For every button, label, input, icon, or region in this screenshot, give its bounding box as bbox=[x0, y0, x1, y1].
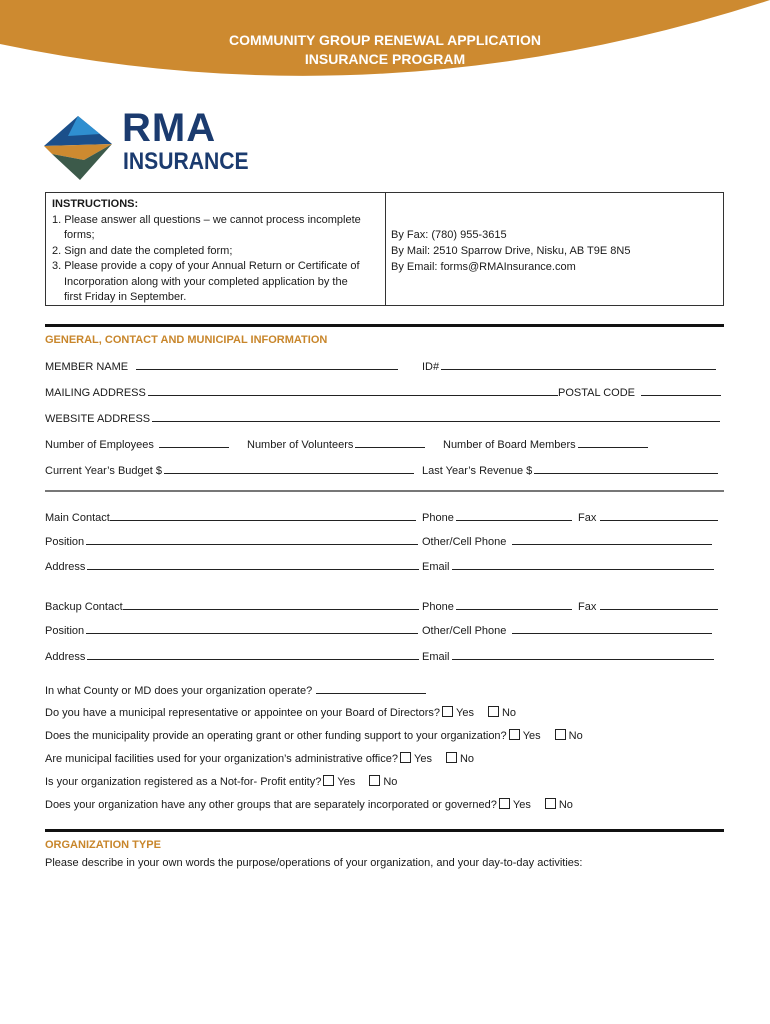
volunteers-field[interactable] bbox=[355, 437, 425, 448]
nfp-yes-checkbox[interactable] bbox=[323, 775, 334, 786]
question-board-rep: Do you have a municipal representative or appointee on your Board of Directors? Yes No bbox=[45, 707, 517, 719]
other-groups-yes-checkbox[interactable] bbox=[499, 798, 510, 809]
id-field[interactable] bbox=[441, 359, 716, 370]
organization-type-heading: ORGANIZATION TYPE bbox=[45, 839, 161, 851]
nfp-no-checkbox[interactable] bbox=[369, 775, 380, 786]
backup-fax-field[interactable] bbox=[600, 599, 718, 610]
facilities-yes-checkbox[interactable] bbox=[400, 752, 411, 763]
rma-insurance-logo: RMA INSURANCE bbox=[44, 110, 244, 184]
backup-email-field[interactable] bbox=[452, 649, 714, 660]
main-position-field[interactable] bbox=[86, 534, 418, 545]
member-name-field[interactable] bbox=[136, 359, 398, 370]
section-divider bbox=[45, 490, 724, 492]
main-contact-field[interactable] bbox=[110, 510, 416, 521]
main-phone-field[interactable] bbox=[456, 510, 572, 521]
main-address-field[interactable] bbox=[87, 559, 419, 570]
employees-field[interactable] bbox=[159, 437, 229, 448]
section-divider bbox=[45, 829, 724, 832]
instructions-box bbox=[45, 192, 724, 306]
backup-phone-field[interactable] bbox=[456, 599, 572, 610]
submission-contact: By Fax: (780) 955-3615 By Mail: 2510 Sparrow Drive, Nisku, AB T9E 8N5 By Email: forms@RMAInsurance.com bbox=[391, 229, 631, 273]
county-field[interactable] bbox=[316, 683, 426, 694]
board-rep-no-checkbox[interactable] bbox=[488, 706, 499, 717]
organization-description-prompt: Please describe in your own words the purpose/operations of your organization, and your day-to-day activities: bbox=[45, 857, 583, 869]
facilities-no-checkbox[interactable] bbox=[446, 752, 457, 763]
main-fax-field[interactable] bbox=[600, 510, 718, 521]
header-banner bbox=[0, 0, 770, 95]
board-members-field[interactable] bbox=[578, 437, 648, 448]
form-title: COMMUNITY GROUP RENEWAL APPLICATION INSURANCE PROGRAM bbox=[229, 32, 541, 67]
backup-cell-phone-field[interactable] bbox=[512, 623, 712, 634]
current-budget-field[interactable] bbox=[164, 463, 414, 474]
main-email-field[interactable] bbox=[452, 559, 714, 570]
grant-yes-checkbox[interactable] bbox=[509, 729, 520, 740]
website-field[interactable] bbox=[152, 411, 720, 422]
backup-contact-field[interactable] bbox=[123, 599, 419, 610]
other-groups-no-checkbox[interactable] bbox=[545, 798, 556, 809]
logo-mark-icon bbox=[44, 114, 116, 184]
board-rep-yes-checkbox[interactable] bbox=[442, 706, 453, 717]
question-municipal-facilities: Are municipal facilities used for your organization’s administrative office? Yes No bbox=[45, 753, 475, 765]
grant-no-checkbox[interactable] bbox=[555, 729, 566, 740]
question-operating-grant: Does the municipality provide an operating grant or other funding support to your organization? Yes No bbox=[45, 730, 583, 742]
section-divider bbox=[45, 324, 724, 327]
backup-address-field[interactable] bbox=[87, 649, 419, 660]
general-section-heading: GENERAL, CONTACT AND MUNICIPAL INFORMATION bbox=[45, 334, 328, 346]
question-other-groups: Does your organization have any other groups that are separately incorporated or governed? Yes No bbox=[45, 799, 573, 811]
instructions-list: INSTRUCTIONS: 1. Please answer all questions – we cannot process incomplete forms; 2. Sign and date the completed form; 3. Please provide a copy of your Annual Return or Certificate of Incorporation along with your completed application by the first Friday in September. bbox=[46, 193, 386, 305]
last-revenue-field[interactable] bbox=[534, 463, 718, 474]
backup-position-field[interactable] bbox=[86, 623, 418, 634]
mailing-address-field[interactable] bbox=[148, 385, 558, 396]
county-question: In what County or MD does your organization operate? bbox=[45, 683, 426, 697]
main-cell-phone-field[interactable] bbox=[512, 534, 712, 545]
postal-code-field[interactable] bbox=[641, 385, 721, 396]
question-not-for-profit: Is your organization registered as a Not-for- Profit entity? Yes No bbox=[45, 776, 398, 788]
